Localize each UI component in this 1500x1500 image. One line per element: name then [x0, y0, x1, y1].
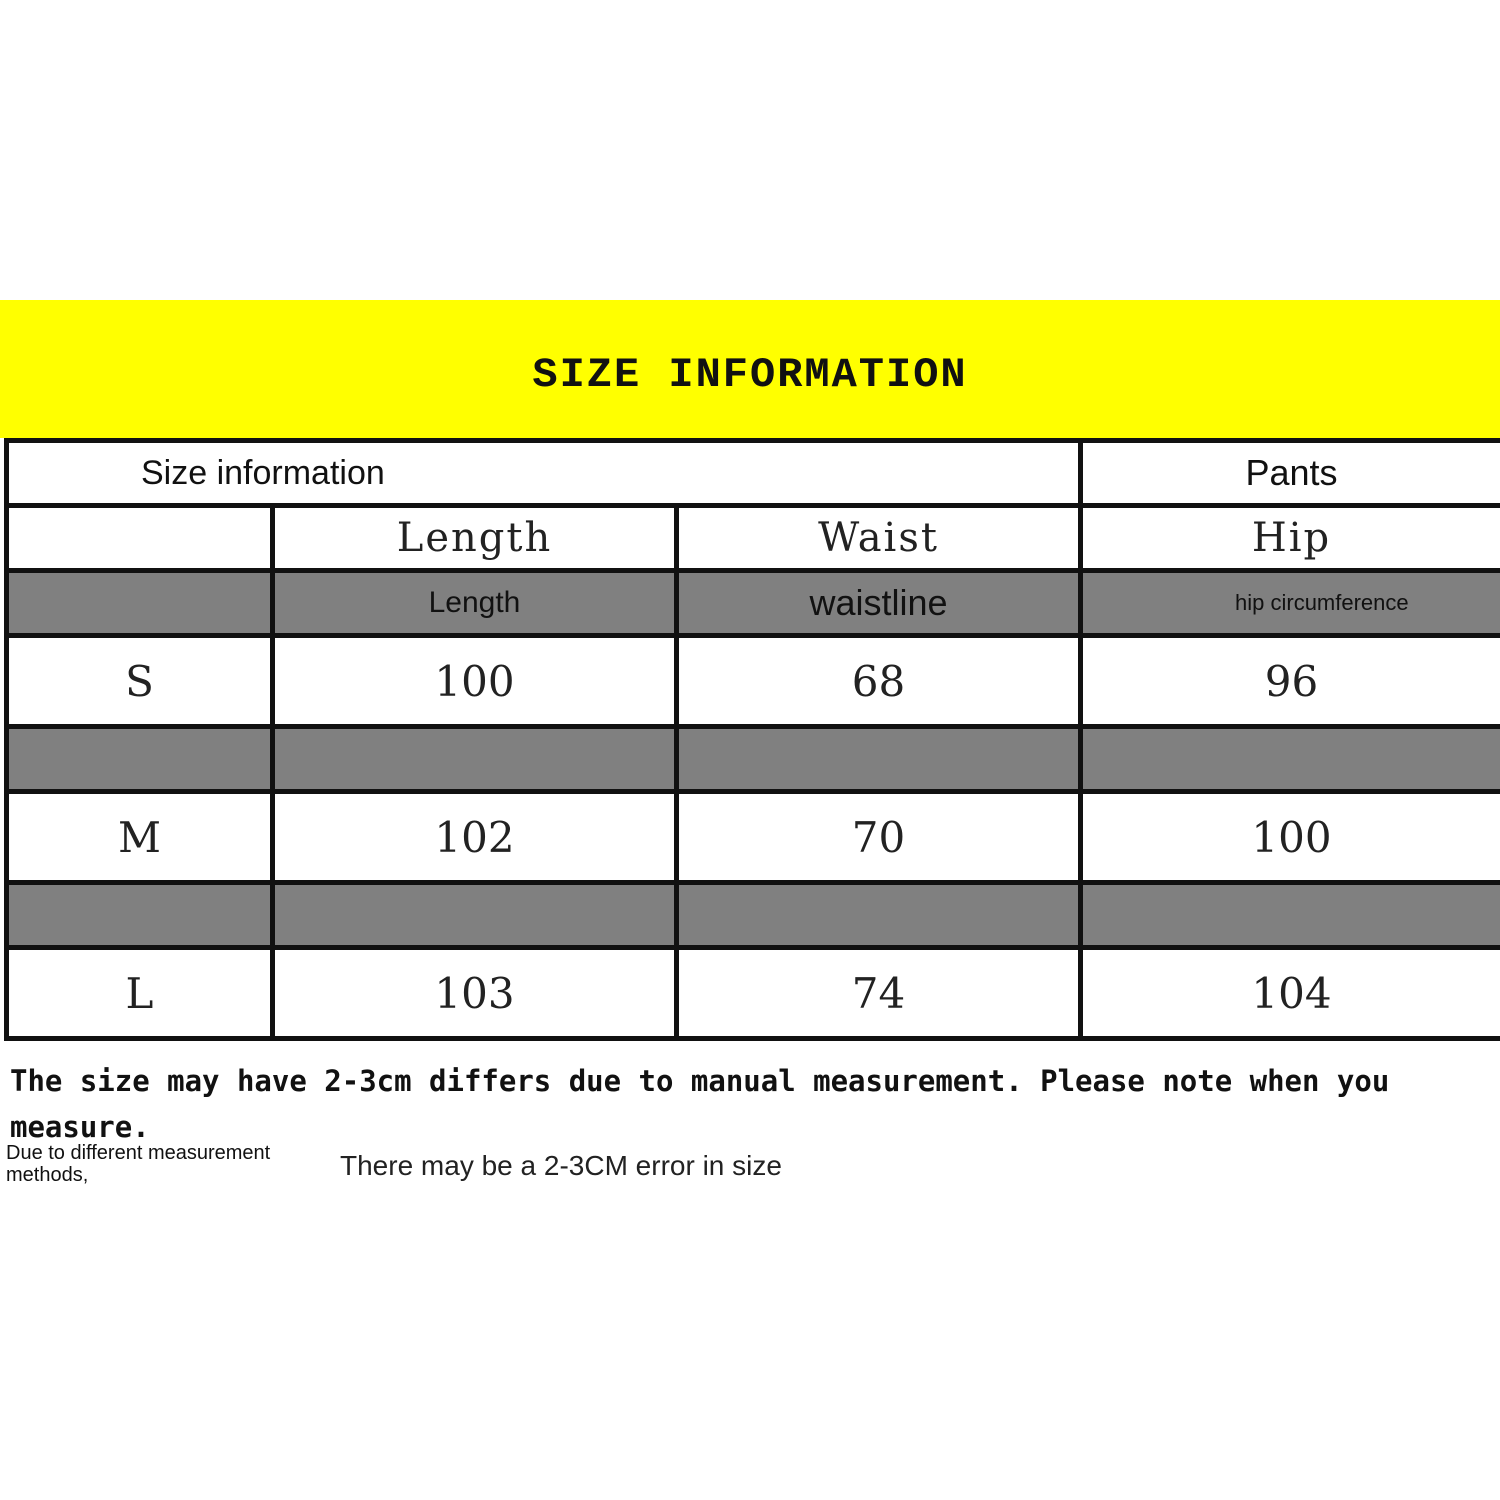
header-length: Length	[273, 506, 677, 571]
length-cell: 100	[273, 636, 677, 727]
banner-title: SIZE INFORMATION	[532, 351, 968, 399]
length-cell: 103	[273, 948, 677, 1039]
band-cell	[7, 727, 273, 792]
subheader-row	[7, 571, 1500, 636]
measurement-method-note: Due to different measurement methods,	[6, 1142, 271, 1186]
table-row	[7, 636, 1500, 727]
table-row	[7, 948, 1500, 1039]
subheader-empty	[7, 571, 273, 636]
subheader-waist: waistline	[677, 571, 1081, 636]
band-cell	[1081, 727, 1500, 792]
band-cell	[273, 727, 677, 792]
error-note: There may be a 2-3CM error in size	[340, 1150, 782, 1181]
band-row	[7, 727, 1500, 792]
table-row	[7, 792, 1500, 883]
hip-cell: 100	[1081, 792, 1500, 883]
size-cell: M	[7, 792, 273, 883]
header-waist: Waist	[677, 506, 1081, 571]
measurement-note: The size may have 2-3cm differs due to manual measurement. Please note when you measure.	[10, 1064, 1390, 1144]
size-cell: L	[7, 948, 273, 1039]
band-cell	[1081, 883, 1500, 948]
header-hip: Hip	[1081, 506, 1500, 571]
size-table	[4, 438, 1500, 1041]
band-row	[7, 883, 1500, 948]
table-title: Size information	[7, 441, 1081, 506]
waist-cell: 68	[677, 636, 1081, 727]
subheader-hip: hip circumference	[1081, 571, 1500, 636]
title-banner	[0, 300, 1500, 438]
header-empty	[7, 506, 273, 571]
length-cell: 102	[273, 792, 677, 883]
band-cell	[677, 883, 1081, 948]
hip-cell: 104	[1081, 948, 1500, 1039]
waist-cell: 74	[677, 948, 1081, 1039]
table-title-row	[7, 441, 1500, 506]
subheader-length: Length	[273, 571, 677, 636]
band-cell	[273, 883, 677, 948]
waist-cell: 70	[677, 792, 1081, 883]
header-row	[7, 506, 1500, 571]
size-cell: S	[7, 636, 273, 727]
band-cell	[677, 727, 1081, 792]
hip-cell: 96	[1081, 636, 1500, 727]
band-cell	[7, 883, 273, 948]
category-label: Pants	[1081, 441, 1500, 506]
